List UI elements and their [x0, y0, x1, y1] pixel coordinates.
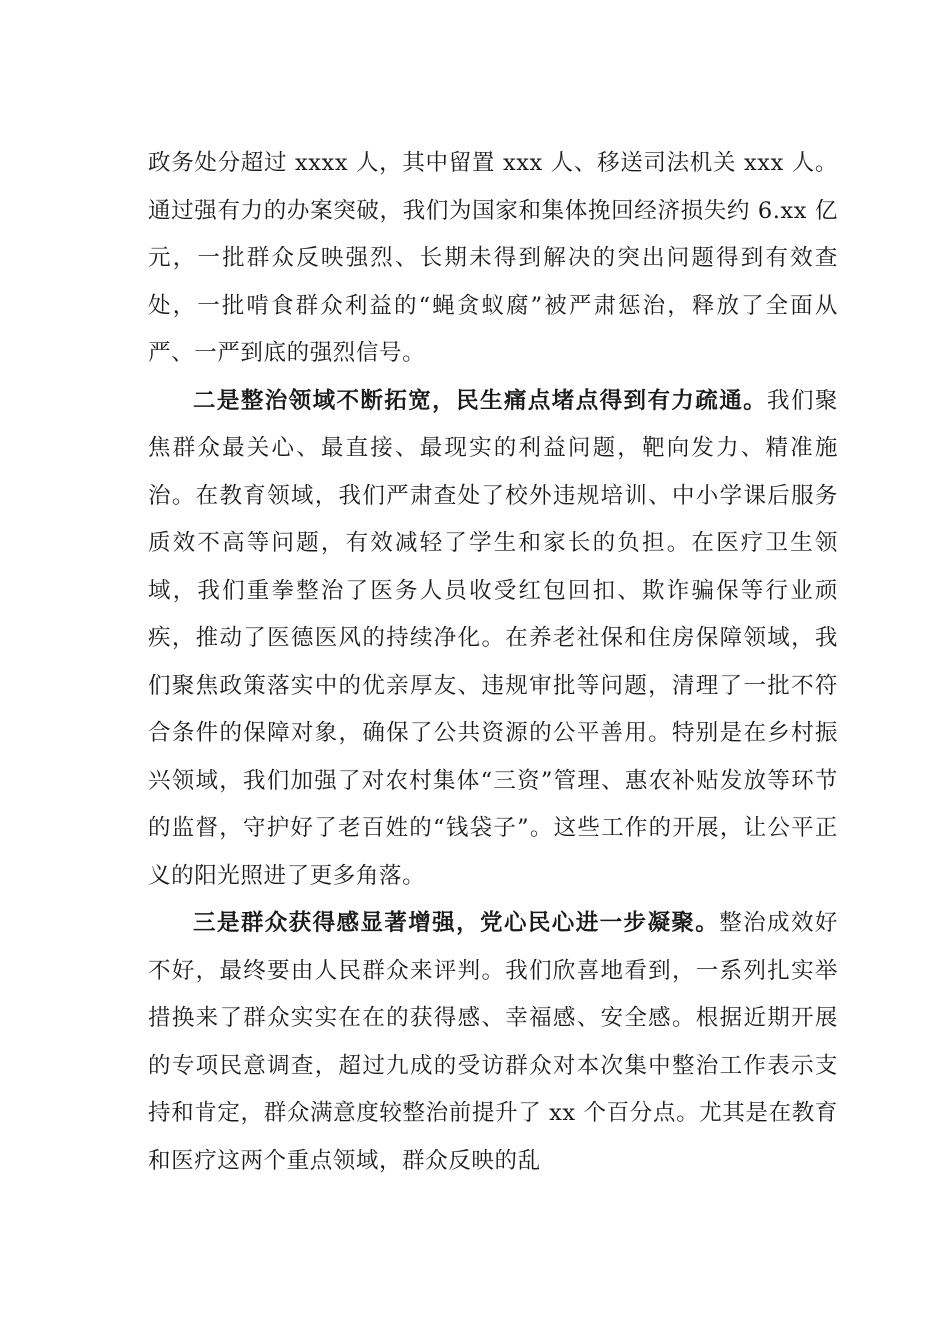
- paragraph-2-lead: 二是整治领域不断拓宽，民生痛点堵点得到有力疏通。: [193, 387, 768, 414]
- paragraph-3-lead: 三是群众获得感显著增强，党心民心进一步凝聚。: [193, 910, 720, 936]
- paragraph-1-text: 政务处分超过 xxxx 人，其中留置 xxx 人、移送司法机关 xxx 人。通过强有力的办案突破，我们为国家和集体挽回经济损失约 6.xx 亿元，一批群众反映强烈、长期未得到解决的突出问题得到有效查处，一批啃食群众利益的“蝇贪蚁腐”被严肃惩治，释放了全面从严、一严到底的强烈信号。: [148, 150, 838, 366]
- paragraph-2-text: 我们聚焦群众最关心、最直接、最现实的利益问题，靶向发力、精准施治。在教育领域，我们严肃查处了校外违规培训、中小学课后服务质效不高等问题，有效减轻了学生和家长的负担。在医疗卫生领域，我们重拳整治了医务人员收受红包回扣、欺诈骗保等行业顽疾，推动了医德医风的持续净化。在养老社保和住房保障领域，我们聚焦政策落实中的优亲厚友、违规审批等问题，清理了一批不符合条件的保障对象，确保了公共资源的公平善用。特别是在乡村振兴领域，我们加强了对农村集体“三资”管理、惠农补贴发放等环节的监督，守护好了老百姓的“钱袋子”。这些工作的开展，让公平正义的阳光照进了更多角落。: [148, 387, 838, 889]
- paragraph-2: [148, 378, 838, 901]
- document-body: [148, 140, 838, 1185]
- paragraph-1: [148, 140, 838, 378]
- paragraph-3-text: 整治成效好不好，最终要由人民群众来评判。我们欣喜地看到，一系列扎实举措换来了群众实实在在的获得感、幸福感、安全感。根据近期开展的专项民意调查，超过九成的受访群众对本次集中整治工作表示支持和肯定，群众满意度较整治前提升了 xx 个百分点。尤其是在教育和医疗这两个重点领域，群众反映的乱: [148, 910, 838, 1174]
- paragraph-3: [148, 900, 838, 1185]
